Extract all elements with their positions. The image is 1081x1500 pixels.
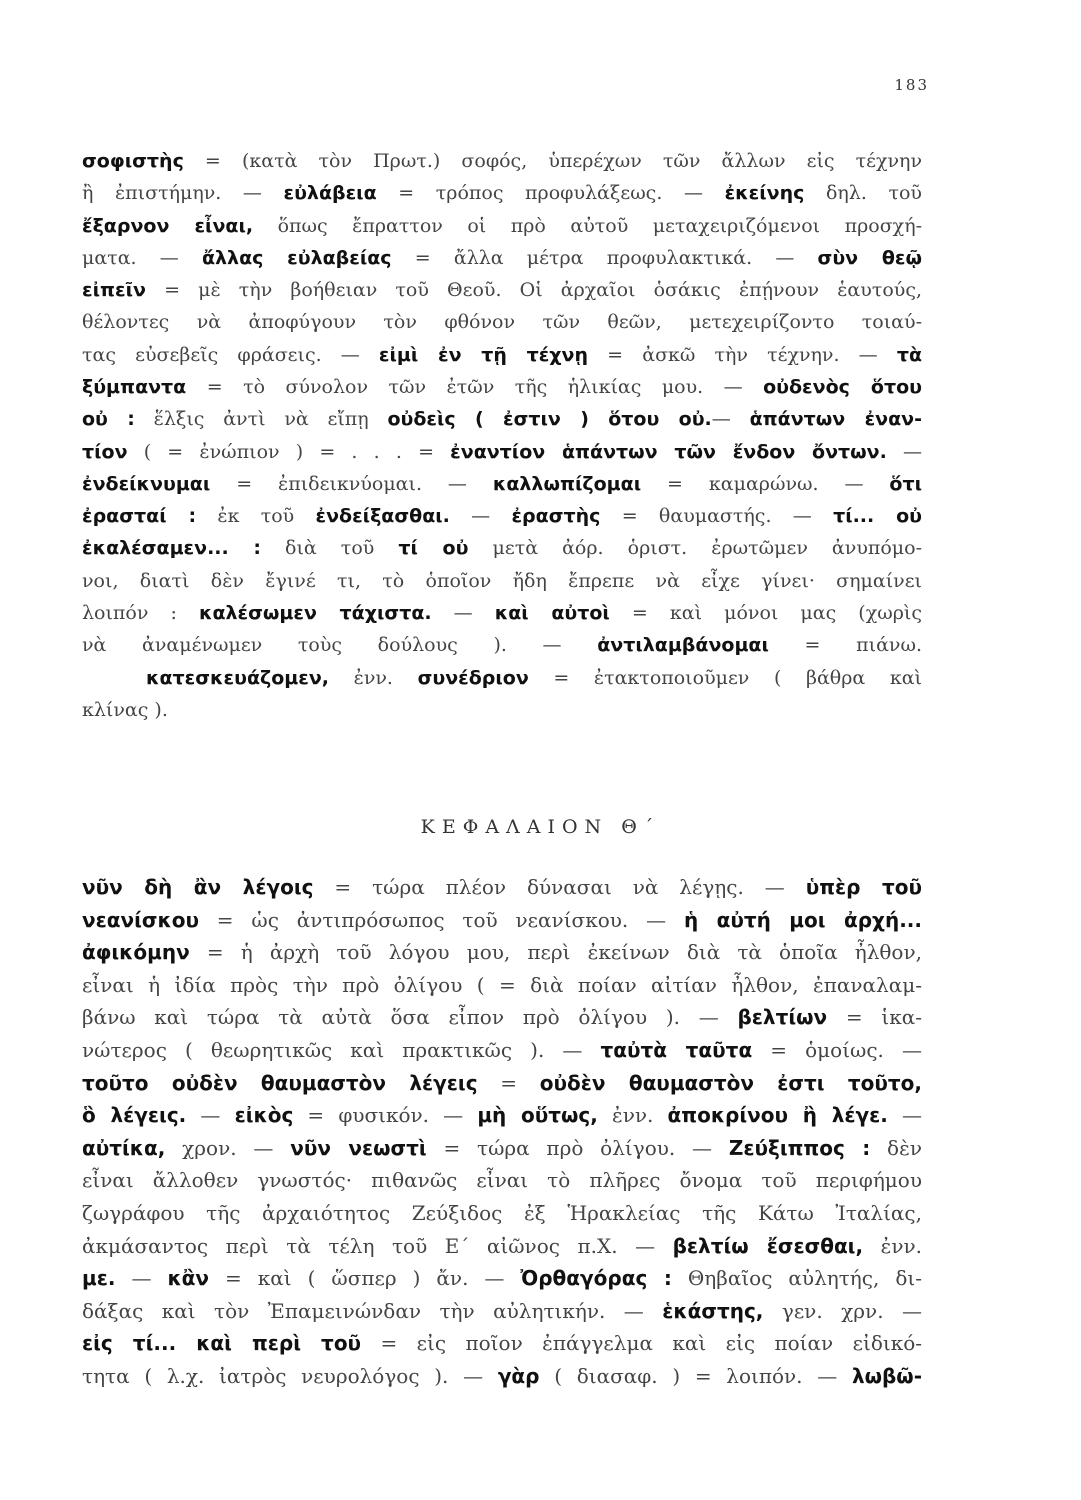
gloss-text: = καὶ ( ὥσπερ ) ἄν. — [209,1266,521,1291]
gloss-text: Θηβαῖος αὐλητής, δι- [671,1266,922,1291]
gloss-text: — [886,440,922,463]
lemma-term: ἐκείνης [724,182,805,205]
lemma-term: ἀντιλαμβάνομαι [597,634,769,657]
text-line [82,1004,922,1031]
gloss-text: βάνω καὶ τώρα τὰ αὐτὰ ὅσα εἶπον πρὸ ὀλίγου ). — [82,1005,738,1030]
gloss-text: ἐνν. [597,1103,668,1128]
text-line [82,309,922,335]
gloss-text: νώτερος ( θεωρητικῶς καὶ πρακτικῶς ). — [82,1037,601,1062]
text-line [82,874,922,901]
lemma-term: νῦν νεωστὶ [290,1135,427,1160]
chapter-heading: ΚΕΦΑΛΑΙΟΝ Θ΄ [420,816,661,838]
text-line [82,1102,922,1129]
lemma-term: καλέσωμεν τάχιστα. [198,601,432,624]
gloss-text: — [449,505,512,528]
lemma-term: οὐδενὸς ὅτου [763,375,922,398]
lemma-term: νεανίσκου [82,907,199,932]
gloss-text: ἐνν. [863,1233,922,1258]
text-line [82,1363,922,1390]
lemma-term: οὐ : [82,408,135,431]
text-line [82,665,922,691]
gloss-text: — [431,601,495,624]
text-line [82,1070,922,1097]
gloss-text: = ἄλλα μέτρα προφυλακτικά. — [391,246,818,269]
text-line [82,1265,922,1292]
lemma-term: οὐδὲν θαυμαστὸν ἐστι τοῦτο, [539,1070,922,1095]
gloss-text: — [186,1103,235,1128]
lemma-term: συνέδριον [417,666,529,689]
gloss-text: διὰ τοῦ [260,537,399,560]
text-line [82,632,922,658]
gloss-text: = τρόπος προφυλάξεως. — [376,182,725,205]
lemma-term: οὐδεὶς ( ἐστιν ) ὅτου οὐ. [387,408,712,431]
text-line [82,374,922,400]
lemma-term: ταὐτὰ ταῦτα [600,1037,753,1062]
lemma-term: τί οὐ [398,537,469,560]
text-line [82,213,922,239]
lemma-term: κατεσκευάζομεν, [146,666,330,689]
gloss-text: ( = ἐνώπιον ) = . . . = [127,440,451,463]
lemma-term: εἰμὶ ἐν τῇ τέχνῃ [378,343,589,366]
gloss-text: νοι, διατὶ δὲν ἔγινέ τι, τὸ ὁποῖον ἤδη ἔπρεπε νὰ εἶχε γίνει· σημαίνει [82,569,922,592]
text-line [82,245,922,271]
gloss-text: δάξας καὶ τὸν Ἐπαμεινώνδαν τὴν αὐλητικήν. — [82,1298,663,1323]
text-line [82,600,922,626]
text-line [82,1233,922,1260]
gloss-text: = ἐπιδεικνύομαι. — [210,472,493,495]
lemma-term: νῦν δὴ ἂν λέγοις [82,875,314,899]
lemma-term: ἄλλας εὐλαβείας [201,246,392,269]
lemma-term: ὃ λέγεις. [82,1103,187,1128]
lemma-term: ἐκαλέσαμεν... : [82,537,261,560]
text-line [82,342,922,368]
text-line [82,1200,922,1227]
gloss-text: = θαυμαστής. — [600,505,834,528]
text-line [82,503,922,529]
gloss-text: = ἡ ἀρχὴ τοῦ λόγου μου, περὶ ἐκείνων διὰ τὰ ὁποῖα ἦλθον, [189,940,922,965]
gloss-text: = μὲ τὴν βοήθειαν τοῦ Θεοῦ. Οἱ ἀρχαῖοι ὁσάκις ἐπῄνουν ἑαυτούς, [145,279,922,302]
gloss-text: — [711,408,750,431]
gloss-text: χρον. — [165,1135,291,1160]
lemma-term: ἑκάστης, [662,1298,764,1323]
lemma-term: βελτίω ἔσεσθαι, [672,1233,864,1258]
text-line [82,907,922,934]
gloss-text: = ὁμοίως. — [752,1037,922,1062]
text-line [82,697,922,723]
lemma-term: τίον [82,440,128,463]
text-line [82,1037,922,1064]
lemma-term: εἰκὸς [234,1103,294,1128]
gloss-text: λοιπόν : [82,601,199,624]
gloss-text: = φυσικόν. — [293,1103,478,1128]
lemma-term: Ζεύξιππος : [728,1135,871,1160]
gloss-text: ἀκμάσαντος περὶ τὰ τέλη τοῦ Ε΄ αἰῶνος π.Χ. — [82,1233,673,1258]
lemma-term: αὐτίκα, [82,1135,166,1160]
gloss-text: ὅπως ἔπραττον οἱ πρὸ αὐτοῦ μεταχειριζόμενοι προσχή- [253,214,922,237]
text-line [82,471,922,497]
gloss-text: δηλ. τοῦ [804,182,922,205]
gloss-text: — [115,1266,168,1291]
gloss-text: = ἱκα- [827,1005,922,1030]
lemma-term: σοφιστὴς [82,150,184,172]
gloss-text: = εἰς ποῖον ἐπάγγελμα καὶ εἰς ποίαν εἰδικό- [361,1331,922,1356]
gloss-text: = τὸ σύνολον τῶν ἐτῶν τῆς ἡλικίας μου. — [186,375,764,398]
lemma-term: ἐρασταί : [82,505,197,528]
text-line [82,568,922,594]
gloss-text: ἐνν. [329,666,418,689]
lemma-term: λωβῶ- [851,1363,922,1388]
gloss-text: = [477,1070,540,1095]
text-line [82,1298,922,1325]
text-line [82,148,922,174]
lemma-term: ἐραστὴς [511,505,601,528]
lemma-term: ἐναντίον ἁπάντων τῶν ἔνδον ὄντων. [450,440,887,463]
text-line [82,277,922,303]
lemma-term: ξύμπαντα [82,375,187,398]
lemma-term: εὐλάβεια [283,182,377,205]
gloss-text: νὰ ἀναμένωμεν τοὺς δούλους ). — [82,634,598,657]
lemma-term: ἡ αὐτή μοι ἀρχή... [683,907,922,932]
gloss-text: = (κατὰ τὸν Πρωτ.) σοφός, ὑπερέχων τῶν ἄλλων εἰς τέχνην [183,150,922,172]
gloss-text: τητα ( λ.χ. ἰατρὸς νευρολόγος ). — [82,1363,498,1388]
text-line [82,972,922,999]
gloss-text: εἶναι ἄλλοθεν γνωστός· πιθανῶς εἶναι τὸ πλῆρες ὄνομα τοῦ περιφήμου [82,1168,922,1193]
lemma-term: ἔξαρνον εἶναι, [82,214,254,237]
gloss-text: ἕλξις ἀντὶ νὰ εἴπῃ [134,408,388,431]
gloss-text: = καμαρώνω. — [641,472,890,495]
gloss-text: δὲν [870,1135,922,1160]
text-line [82,406,922,432]
lemma-term: τὰ [896,343,922,366]
text-line [82,1135,922,1162]
gloss-text: ματα. — [82,246,202,269]
gloss-text: = τώρα πλέον δύνασαι νὰ λέγῃς. — [313,875,806,899]
lemma-term: με. [82,1266,116,1291]
gloss-text: = καὶ μόνοι μας (χωρὶς [609,601,922,624]
lemma-term: ἐνδείκνυμαι [82,472,211,495]
lemma-term: γὰρ [497,1363,540,1388]
lemma-term: καὶ αὐτοὶ [494,601,610,624]
lemma-term: βελτίων [737,1005,828,1030]
lemma-term: ἐνδείξασθαι. [315,505,450,528]
lemma-term: τί... οὐ [833,505,922,528]
lemma-term: ἁπάντων ἐναν- [749,408,922,431]
lemma-term: ἀποκρίνου ἢ λέγε. [667,1103,888,1128]
gloss-text: = ἐτακτοποιοῦμεν ( βάθρα καὶ [528,666,922,689]
lemma-term: μὴ οὕτως, [477,1103,598,1128]
gloss-text: = τώρα πρὸ ὀλίγου. — [426,1135,729,1160]
gloss-text: γεν. χρν. — [763,1298,922,1323]
gloss-text: ( διασαφ. ) = λοιπόν. — [539,1363,852,1388]
lemma-term: ὅτι [889,472,922,495]
text-line [82,939,922,966]
gloss-text: = πιάνω. [768,634,922,657]
lemma-term: τοῦτο οὐδὲν θαυμαστὸν λέγεις [82,1070,478,1095]
lemma-term: Ὀρθαγόρας : [520,1266,672,1291]
lemma-term: κἂν [167,1266,210,1291]
gloss-text: μετὰ ἀόρ. ὁριστ. ἐρωτῶμεν ἀνυπόμο- [468,537,922,560]
lemma-term: εἰπεῖν [82,279,146,302]
commentary-block-2 [82,874,922,1396]
lemma-term: εἰς τί... καὶ περὶ τοῦ [82,1331,362,1356]
text-line [82,1330,922,1357]
lemma-term: ἀφικόμην [82,940,190,965]
commentary-block-1 [82,148,922,729]
gloss-text: κλίνας ). [82,698,168,721]
gloss-text: θέλοντες νὰ ἀποφύγουν τὸν φθόνον τῶν θεῶν, μετεχειρίζοντο τοιαύ- [82,311,922,334]
gloss-text: ἐκ τοῦ [196,505,316,528]
lemma-term: καλλωπίζομαι [492,472,642,495]
gloss-text: εἶναι ἡ ἰδία πρὸς τὴν πρὸ ὀλίγου ( = διὰ ποίαν αἰτίαν ἦλθον, ἐπαναλαμ- [82,972,922,997]
page-number: 183 [894,76,929,94]
gloss-text: = ἀσκῶ τὴν τέχνην. — [588,343,897,366]
text-line [82,1167,922,1194]
lemma-term: ὑπὲρ τοῦ [805,875,922,899]
text-line [82,535,922,561]
gloss-text: ζωγράφου τῆς ἀρχαιότητος Ζεύξιδος ἐξ Ἡρακλείας τῆς Κάτω Ἰταλίας, [82,1200,922,1225]
gloss-text: τας εὐσεβεῖς φράσεις. — [82,343,379,366]
lemma-term: σὺν θεῷ [817,246,922,269]
gloss-text: — [887,1103,922,1128]
gloss-text: = ὡς ἀντιπρόσωπος τοῦ νεανίσκου. — [198,907,684,932]
gloss-text: ἢ ἐπιστήμην. — [82,182,284,205]
text-line [82,439,922,465]
text-line [82,180,922,206]
